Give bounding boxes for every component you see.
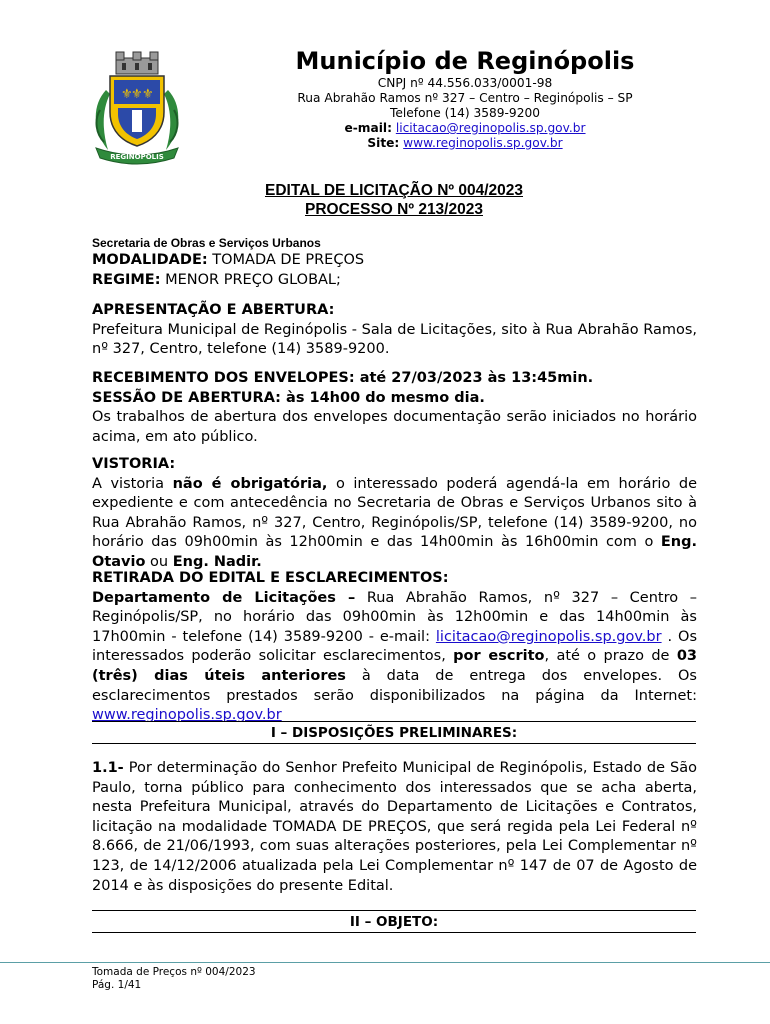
phone: Telefone (14) 3589-9200 — [390, 106, 540, 120]
vistoria-text: A vistoria não é obrigatória, o interessado poderá agendá-la em horário de expediente e com antecedência no Secretaria de Obras e Serviços Urbanos sito à Rua Abrahão Ramos, nº 327, Centro, Reginópolis/SP, telefone (14) 3589-9200, no horário das 09h00min às 12h00min e das 14h00min às 16h00min com o Eng. Otavio ou Eng. Nadir. — [92, 475, 697, 570]
vistoria-heading: VISTORIA: — [92, 456, 176, 472]
modalidade-value: TOMADA DE PREÇOS — [212, 252, 365, 268]
footer-doc: Tomada de Preços nº 004/2023 — [92, 966, 256, 978]
municipal-crest-icon — [88, 50, 186, 168]
svg-text:⚜: ⚜ — [142, 87, 154, 102]
letterhead — [270, 46, 660, 151]
recebimento-line: RECEBIMENTO DOS ENVELOPES: até 27/03/2023 às 13:45min. — [92, 370, 594, 386]
modalidade-label: MODALIDADE: — [92, 252, 208, 268]
depto-licitacoes: Departamento de Licitações – — [92, 589, 356, 606]
regime-line — [92, 271, 697, 291]
regime-value: MENOR PREÇO GLOBAL; — [165, 271, 341, 288]
eng-nadir: Eng. Nadir. — [172, 553, 262, 570]
apresentacao-text: Prefeitura Municipal de Reginópolis - Sala de Licitações, sito à Rua Abrahão Ramos, nº 327, Centro, telefone (14) 3589-9200. — [92, 321, 697, 358]
recebimento-text: Os trabalhos de abertura dos envelopes documentação serão iniciados no horário acima, em ato público. — [92, 409, 697, 445]
vistoria-not-required: não é obrigatória, — [172, 475, 328, 492]
cnpj: CNPJ nº 44.556.033/0001-98 — [377, 76, 553, 90]
retirada-heading: RETIRADA DO EDITAL E ESCLARECIMENTOS: — [92, 570, 449, 586]
municipality-name: Município de Reginópolis — [295, 47, 635, 75]
prazo-dias: 03 (três) dias úteis anteriores — [92, 648, 697, 684]
eng-otavio: Eng. Otavio — [92, 534, 697, 570]
sessao-line: SESSÃO DE ABERTURA: às 14h00 do mesmo dia. — [92, 389, 485, 406]
retirada-text: Departamento de Licitações – Rua Abrahão Ramos, nº 327 – Centro – Reginópolis/SP, no horário das 09h00min às 12h00min e das 14h00min às 17h00min - telefone (14) 3589-9200 - e-mail: licitacao@reginopolis.sp.gov.br . Os interessados poderão solicitar esclarecimentos, por escrito, até o prazo de 03 (três) dias úteis anteriores à data de entrega dos envelopes. Os esclarecimentos prestados serão disponibilizados na página da Internet: www.reginopolis.sp.gov.br — [92, 589, 697, 724]
svg-text:⚜: ⚜ — [131, 87, 143, 102]
site-link[interactable]: www.reginopolis.sp.gov.br — [403, 136, 563, 150]
email-link[interactable]: licitacao@reginopolis.sp.gov.br — [395, 121, 586, 135]
section-2-heading: II – OBJETO: — [92, 910, 696, 933]
recebimento-block — [92, 369, 697, 447]
section-1-text: 1.1- Por determinação do Senhor Prefeito Municipal de Reginópolis, Estado de São Paulo, torna público para conhecimento dos interessados que se acha aberta, nesta Prefeitura Municipal, através do Departamento de Licitações e Contratos, licitação na modalidade TOMADA DE PREÇOS, que será regida pela Lei Federal nº 8.666, de 21/06/1993, com suas alterações posteriores, pela Lei Complementar nº 123, de 14/12/2006 atualizada pela Lei Complementar nº 147 de 07 de Agosto de 2014 e às disposições do presente Edital. — [92, 760, 697, 894]
site-line — [270, 136, 660, 151]
edital-title: EDITAL DE LICITAÇÃO Nº 004/2023 — [264, 182, 524, 199]
retirada-block — [92, 569, 697, 726]
regime-label: REGIME: — [92, 271, 161, 288]
site-label: Site: — [367, 136, 400, 150]
apresentacao-heading: APRESENTAÇÃO E ABERTURA: — [92, 302, 335, 318]
retirada-email-link[interactable]: licitacao@reginopolis.sp.gov.br — [435, 628, 662, 645]
apresentacao-block — [92, 301, 697, 360]
footer — [92, 966, 256, 992]
footer-rule — [0, 962, 770, 963]
section-1-heading: I – DISPOSIÇÕES PRELIMINARES: — [92, 721, 696, 744]
footer-page: Pág. 1/41 — [92, 979, 142, 991]
meta-block — [92, 236, 697, 290]
clause-number: 1.1- — [92, 760, 124, 776]
vistoria-block — [92, 455, 697, 573]
processo-title: PROCESSO Nº 213/2023 — [305, 201, 483, 218]
svg-text:⚜: ⚜ — [121, 87, 133, 102]
email-line — [270, 121, 660, 136]
email-label: e-mail: — [344, 121, 392, 135]
document-titles — [92, 181, 696, 219]
secretaria: Secretaria de Obras e Serviços Urbanos — [92, 236, 321, 250]
por-escrito: por escrito — [453, 648, 545, 665]
modalidade-line — [92, 251, 697, 271]
address: Rua Abrahão Ramos nº 327 – Centro – Reginópolis – SP — [297, 91, 633, 105]
crest-ribbon-text: REGINOPOLIS — [110, 153, 164, 161]
retirada-site-link[interactable]: www.reginopolis.sp.gov.br — [92, 707, 282, 724]
